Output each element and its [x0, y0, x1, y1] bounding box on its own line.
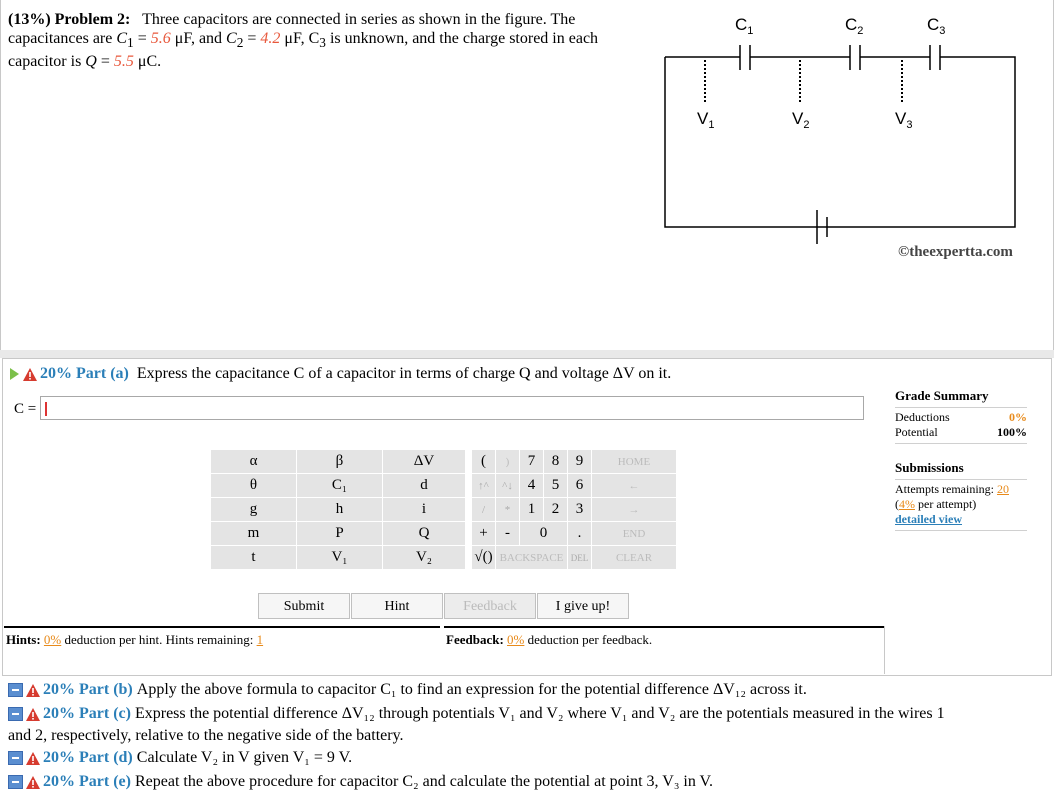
part-a-header: 20% Part (a) Express the capacitance C of a capacitor in terms of charge Q and voltage ΔV on it. [10, 365, 671, 383]
key-end[interactable]: END [592, 522, 677, 546]
hints-info: Hints: 0% deduction per hint. Hints remaining: 1 [6, 632, 264, 647]
problem-header: (13%) Problem 2: [8, 11, 131, 28]
submit-button[interactable]: Submit [258, 593, 350, 619]
key-home[interactable]: HOME [592, 450, 677, 474]
label-v2: $V_2$ [792, 109, 810, 131]
copyright-text: ©theexpertta.com [898, 244, 1013, 260]
key-c1[interactable]: C₁ [297, 474, 383, 498]
part-d-row[interactable]: 20% Part (d) Calculate V₂ in V given V₁ = 9 V. [8, 749, 352, 767]
q-value: 5.5 [113, 53, 134, 71]
label-c2: $C_2$ [845, 15, 864, 37]
label-v1: $V_1$ [697, 109, 715, 131]
part-c-row[interactable]: 20% Part (c) Express the potential difference ΔV₁₂ through potentials V₁ and V₂ where V₁ and V₂ are the potentials measured in the wires 1 [8, 705, 945, 723]
key-beta[interactable]: β [297, 450, 383, 474]
warning-icon [26, 684, 40, 697]
key-alpha[interactable]: α [211, 450, 297, 474]
text-cursor [45, 402, 47, 416]
key-subscript[interactable]: ^↓ [496, 474, 520, 498]
key-2[interactable]: 2 [544, 498, 568, 522]
key-9[interactable]: 9 [568, 450, 592, 474]
key-delta-v[interactable]: ΔV [383, 450, 466, 474]
collapse-icon[interactable] [8, 683, 23, 697]
key-m[interactable]: m [211, 522, 297, 546]
part-c-continuation: and 2, respectively, relative to the negative side of the battery. [8, 727, 404, 744]
feedback-button[interactable]: Feedback [444, 593, 536, 619]
key-theta[interactable]: θ [211, 474, 297, 498]
collapse-icon[interactable] [8, 707, 23, 721]
symbol-keypad [210, 449, 466, 570]
answer-input[interactable] [40, 396, 864, 420]
key-sqrt[interactable]: √() [472, 546, 496, 570]
key-v1[interactable]: V₁ [297, 546, 383, 570]
key-p[interactable]: P [297, 522, 383, 546]
key-v2[interactable]: V₂ [383, 546, 466, 570]
feedback-info: Feedback: 0% deduction per feedback. [446, 632, 653, 647]
hints-rule [4, 626, 440, 628]
collapse-icon[interactable] [8, 775, 23, 789]
key-5[interactable]: 5 [544, 474, 568, 498]
key-clear[interactable]: CLEAR [592, 546, 677, 570]
key-0[interactable]: 0 [520, 522, 568, 546]
key-4[interactable]: 4 [520, 474, 544, 498]
hint-button[interactable]: Hint [351, 593, 443, 619]
key-open-paren[interactable]: ( [472, 450, 496, 474]
warning-icon [26, 752, 40, 765]
key-plus[interactable]: + [472, 522, 496, 546]
key-8[interactable]: 8 [544, 450, 568, 474]
warning-icon [26, 776, 40, 789]
key-t[interactable]: t [211, 546, 297, 570]
detailed-view-link[interactable]: detailed view [895, 512, 962, 526]
key-divide[interactable]: / [472, 498, 496, 522]
key-g[interactable]: g [211, 498, 297, 522]
part-e-row[interactable]: 20% Part (e) Repeat the above procedure for capacitor C₂ and calculate the potential at point 3, V₃ in V. [8, 773, 713, 791]
key-right-arrow[interactable]: → [592, 498, 677, 522]
key-6[interactable]: 6 [568, 474, 592, 498]
feedback-rule [444, 626, 884, 628]
label-v3: $V_3$ [895, 109, 913, 131]
key-d[interactable]: d [383, 474, 466, 498]
label-c3: $C_3$ [927, 15, 946, 37]
side-rule [884, 626, 885, 674]
give-up-button[interactable]: I give up! [537, 593, 629, 619]
c2-value: 4.2 [260, 30, 281, 47]
grade-summary: Grade Summary Deductions 0% Potential 100% Submissions Attempts remaining: 20 (4% per attempt) detailed view [895, 388, 1027, 531]
number-keypad [471, 449, 677, 570]
key-minus[interactable]: - [496, 522, 520, 546]
key-q[interactable]: Q [383, 522, 466, 546]
key-dot[interactable]: . [568, 522, 592, 546]
c1-value: 5.6 [150, 30, 171, 47]
divider-bar [0, 350, 1054, 358]
key-multiply[interactable]: * [496, 498, 520, 522]
label-c1: $C_1$ [735, 15, 754, 37]
key-h[interactable]: h [297, 498, 383, 522]
warning-icon [23, 368, 37, 381]
key-close-paren[interactable]: ) [496, 450, 520, 474]
collapse-icon[interactable] [8, 751, 23, 765]
key-1[interactable]: 1 [520, 498, 544, 522]
problem-statement: (13%) Problem 2: Three capacitors are connected in series as shown in the figure. The capacitances are $C_1 = 5.6$ μF, and $C_2 = 4.2$ μF, $C_3$ is unknown, and the charge stored in each capacitor is Q = 5.5 μC. [8, 11, 599, 71]
key-backspace[interactable]: BACKSPACE [496, 546, 568, 570]
key-7[interactable]: 7 [520, 450, 544, 474]
key-left-arrow[interactable]: ← [592, 474, 677, 498]
warning-icon [26, 708, 40, 721]
key-3[interactable]: 3 [568, 498, 592, 522]
key-del[interactable]: DEL [568, 546, 592, 570]
key-superscript[interactable]: ↑^ [472, 474, 496, 498]
circuit-diagram [655, 12, 1035, 252]
key-i[interactable]: i [383, 498, 466, 522]
part-b-row[interactable]: 20% Part (b) Apply the above formula to capacitor C₁ to find an expression for the potential difference ΔV₁₂ across it. [8, 681, 807, 699]
answer-label: C = [14, 401, 37, 417]
expand-arrow-icon[interactable] [10, 368, 19, 380]
